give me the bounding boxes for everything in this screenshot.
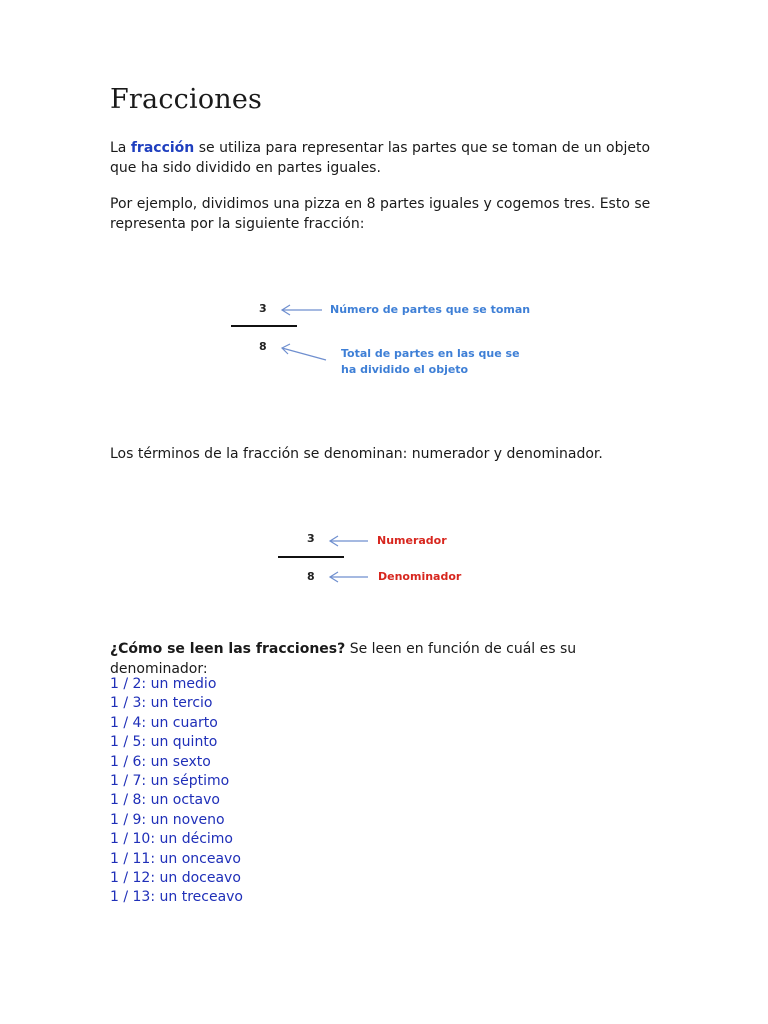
list-item: 1 / 13: un treceavo bbox=[110, 889, 243, 906]
list-item: 1 / 4: un cuarto bbox=[110, 714, 218, 731]
list-item: 1 / 3: un tercio bbox=[110, 695, 213, 712]
reading-answer: Se leen en función de cuál es su denominador: bbox=[110, 641, 577, 677]
diagram1-denominator: 8 bbox=[259, 340, 267, 353]
terms-paragraph: Los términos de la fracción se denominan: numerador y denominador. bbox=[110, 446, 603, 462]
diagram1-numerator: 3 bbox=[259, 302, 267, 315]
list-item: 1 / 10: un décimo bbox=[110, 831, 233, 848]
list-item: 1 / 2: un medio bbox=[110, 676, 217, 692]
list-item: 1 / 8: un octavo bbox=[110, 792, 220, 809]
list-item: 1 / 9: un noveno bbox=[110, 811, 225, 828]
reading-paragraph bbox=[110, 639, 670, 679]
list-item: 1 / 7: un séptimo bbox=[110, 773, 230, 790]
denominator-note-line2: ha dividido el objeto bbox=[341, 363, 469, 376]
list-item: 1 / 12: un doceavo bbox=[110, 870, 241, 887]
fraction-names-list bbox=[110, 675, 243, 908]
example-paragraph: Por ejemplo, dividimos una pizza en 8 partes iguales y cogemos tres. Esto se representa por la siguiente fracción: bbox=[110, 196, 651, 232]
reading-question: ¿Cómo se leen las fracciones? bbox=[110, 641, 346, 657]
list-item: 1 / 6: un sexto bbox=[110, 753, 211, 770]
intro-prefix: La bbox=[110, 140, 127, 156]
numerator-note: Número de partes que se toman bbox=[330, 303, 531, 316]
intro-paragraph bbox=[110, 138, 670, 178]
diagram1-arrows-icon bbox=[278, 300, 328, 364]
diagram2-arrows-icon bbox=[326, 532, 372, 586]
fraccion-link[interactable]: fracción bbox=[130, 140, 195, 156]
intro-rest: se utiliza para representar las partes que se toman de un objeto que ha sido dividido en partes iguales. bbox=[110, 140, 651, 176]
list-item: 1 / 5: un quinto bbox=[110, 734, 218, 751]
denominator-note-line1: Total de partes en las que se bbox=[341, 347, 520, 360]
denominator-label: Denominador bbox=[378, 570, 462, 583]
page-title: Fracciones bbox=[110, 84, 263, 115]
diagram2-denominator: 8 bbox=[307, 570, 315, 583]
list-item: 1 / 11: un onceavo bbox=[110, 850, 241, 867]
numerator-label: Numerador bbox=[377, 534, 447, 547]
diagram2-numerator: 3 bbox=[307, 532, 315, 545]
